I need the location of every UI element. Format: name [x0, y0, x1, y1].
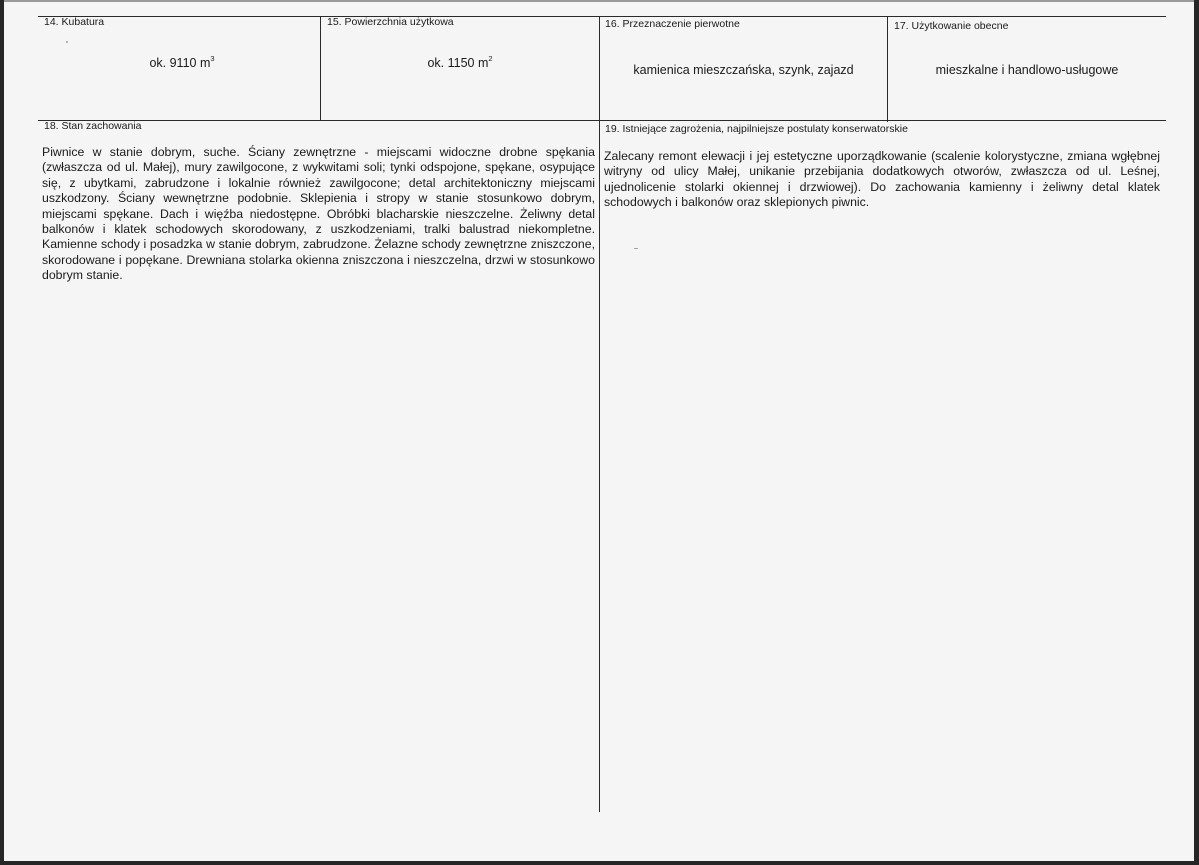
field-14-label: 14. Kubatura [44, 16, 105, 28]
scan-speck [634, 248, 638, 249]
field-18-label: 18. Stan zachowania [44, 120, 142, 132]
field-16-value: kamienica mieszczańska, szynk, zajazd [633, 63, 854, 77]
field-19-text: Zalecany remont elewacji i jej estetyczne uporządkowanie (scalenie kolorystyczne, zmiana wgłębnej witryny od ulicy Małej, unikanie przebijania dodatkowych otworów, zwłaszcza od ul. Leśnej, ujednolicenie stolarki okiennej i drzwiowej). Do zachowania kamienny i żeliwny detal klatek schodowych i balkonów oraz sklepionych piwnic. [604, 149, 1160, 210]
field-14-value: ok. 9110 $m^3$ [149, 54, 215, 70]
field-14-unit-exponent: 3 [210, 54, 215, 63]
scan-speck [66, 41, 68, 43]
field-18-text: Piwnice w stanie dobrym, suche. Ściany zewnętrzne - miejscami widoczne drobne spękania (zwłaszcza od ul. Małej), mury zawilgocone, z wykwitami soli; tynki odspojone, spękane, osypujące się, z ubytkami, zabrudzone i lokalnie również zawilgocone; detal architektoniczny miejscami uszkodzony. Ściany wewnętrzne podobnie. Sklepienia i stropy w stanie stosunkowo dobrym, miejscami spękane. Dach i więźba niedostępne. Obróbki blacharskie nieszczelne. Żeliwny detal balkonów i klatek schodowych skorodowany, z uszkodzeniami, tralki balustrad niekompletne. Kamienne schody i posadzka w stanie dobrym, zabrudzone. Żelazne schody zewnętrzne zniszczone, skorodowane i popękane. Drewniana stolarka okienna zniszczona i nieszczelna, drzwi w stosunkowo dobrym stanie. [42, 145, 595, 283]
field-15-value: ok. 1150 $m^2$ [427, 54, 493, 70]
rule-middle [38, 120, 1166, 121]
scan-edge-right [1194, 0, 1199, 865]
field-19-label: 19. Istniejące zagrożenia, najpilniejsze postulaty konserwatorskie [605, 123, 908, 135]
field-17-value: mieszkalne i handlowo-usługowe [935, 63, 1119, 77]
field-15-unit-exponent: 2 [488, 54, 493, 63]
rule-col2 [599, 16, 600, 812]
field-16-label: 16. Przeznaczenie pierwotne [605, 18, 740, 30]
rule-top [38, 16, 1166, 17]
scan-edge-bottom [0, 861, 1199, 865]
record-card [4, 2, 1194, 861]
field-15-label: 15. Powierzchnia użytkowa [327, 16, 454, 28]
field-17-label: 17. Użytkowanie obecne [894, 20, 1009, 32]
